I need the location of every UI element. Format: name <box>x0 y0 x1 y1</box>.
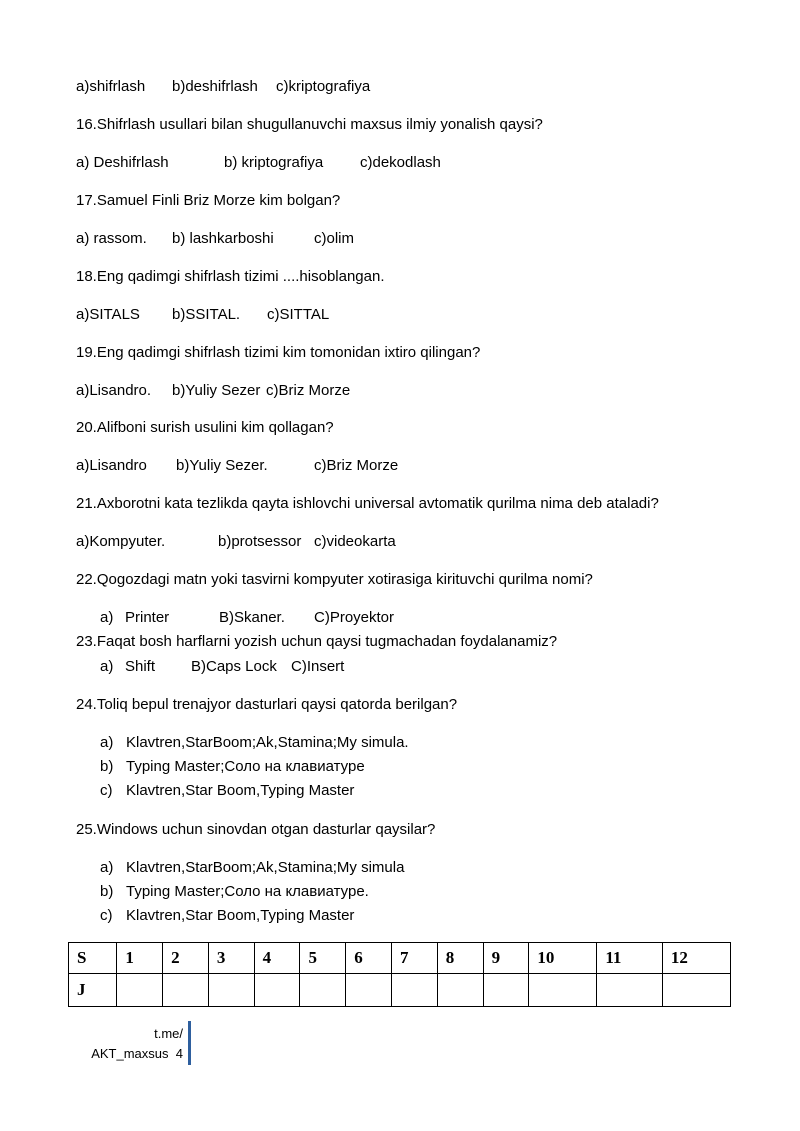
answer-option: a) rassom. <box>76 230 147 247</box>
table-answer-cell[interactable] <box>483 974 529 1007</box>
question-text: 17.Samuel Finli Briz Morze kim bolgan? <box>76 192 341 209</box>
list-item-text: Typing Master;Соло на клавиатуре <box>126 758 365 775</box>
table-answer-cell[interactable] <box>117 974 163 1007</box>
table-answer-cell[interactable] <box>163 974 209 1007</box>
question-text: 21.Axborotni kata tezlikda qayta ishlovchi universal avtomatik qurilma nima deb ataladi? <box>76 495 659 512</box>
answer-option: c)dekodlash <box>360 154 441 171</box>
page-number: 4 <box>175 1046 183 1061</box>
table-question-number: 10 <box>529 943 597 974</box>
table-question-number: 3 <box>208 943 254 974</box>
answer-option: b) lashkarboshi <box>172 230 274 247</box>
list-item <box>100 882 369 902</box>
table-answer-cell[interactable] <box>254 974 300 1007</box>
list-item <box>100 906 354 926</box>
list-marker: c) <box>100 907 113 924</box>
list-item-text: Klavtren,Star Boom,Typing Master <box>126 907 355 924</box>
list-marker: a) <box>100 859 114 876</box>
question-text: 20.Alifboni surish usulini kim qollagan? <box>76 419 334 436</box>
table-row-label: S <box>69 943 117 974</box>
list-marker: b) <box>100 758 114 775</box>
table-row-label: J <box>69 974 117 1007</box>
answer-option: c)SITTAL <box>267 306 330 323</box>
answer-option: a)shifrlash <box>76 78 146 95</box>
table-question-number: 4 <box>254 943 300 974</box>
table-question-number: 5 <box>300 943 346 974</box>
list-item-text: Klavtren,StarBoom;Ak,Stamina;My simula <box>126 859 405 876</box>
table-question-number: 11 <box>597 943 663 974</box>
table-question-number: 7 <box>392 943 438 974</box>
question-text: 25.Windows uchun sinovdan otgan dasturlar qaysilar? <box>76 821 436 838</box>
answer-option: Printer <box>125 609 170 626</box>
answer-option: b)Yuliy Sezer <box>172 382 261 399</box>
answer-option: b)protsessor <box>218 533 302 550</box>
table-answer-cell[interactable] <box>346 974 392 1007</box>
list-marker: b) <box>100 883 114 900</box>
list-marker: a) <box>100 609 114 626</box>
answer-option: B)Skaner. <box>219 609 285 626</box>
footer-channel-line2 <box>60 1044 183 1064</box>
question-text: 16.Shifrlash usullari bilan shugullanuvchi maxsus ilmiy yonalish qaysi? <box>76 116 543 133</box>
footer-channel-name: AKT_maxsus <box>91 1046 169 1061</box>
footer-channel-line1: t.me/ <box>154 1026 183 1041</box>
table-answer-cell[interactable] <box>208 974 254 1007</box>
answer-option: C)Proyektor <box>314 609 395 626</box>
table-answer-cell[interactable] <box>597 974 663 1007</box>
answer-table-answer-row <box>69 974 731 1007</box>
answer-option: b)deshifrlash <box>172 78 258 95</box>
table-answer-cell[interactable] <box>529 974 597 1007</box>
answer-option: a)Lisandro <box>76 457 147 474</box>
answer-table-header-row <box>69 943 731 974</box>
answer-option: b)SSITAL. <box>172 306 241 323</box>
answer-option: a)SITALS <box>76 306 140 323</box>
list-marker: a) <box>100 658 114 675</box>
question-text: 22.Qogozdagi matn yoki tasvirni kompyuter xotirasiga kirituvchi qurilma nomi? <box>76 571 593 588</box>
list-item-text: Typing Master;Соло на клавиатуре. <box>126 883 369 900</box>
list-item-text: Klavtren,StarBoom;Ak,Stamina;My simula. <box>126 734 409 751</box>
answer-table <box>68 942 731 1007</box>
question-text: 23.Faqat bosh harflarni yozish uchun qaysi tugmachadan foydalanamiz? <box>76 633 558 650</box>
list-marker: a) <box>100 734 114 751</box>
table-question-number: 6 <box>346 943 392 974</box>
answer-option: c)kriptografiya <box>276 78 371 95</box>
table-question-number: 2 <box>163 943 209 974</box>
list-item <box>100 781 354 801</box>
answer-option: a) Deshifrlash <box>76 154 169 171</box>
answer-option: c)videokarta <box>314 533 396 550</box>
footer-divider <box>188 1021 191 1065</box>
answer-option: B)Caps Lock <box>191 658 277 675</box>
table-answer-cell[interactable] <box>392 974 438 1007</box>
table-answer-cell[interactable] <box>437 974 483 1007</box>
answer-option: c)Briz Morze <box>266 382 351 399</box>
table-question-number: 1 <box>117 943 163 974</box>
question-text: 24.Toliq bepul trenajyor dasturlari qaysi qatorda berilgan? <box>76 696 458 713</box>
table-question-number: 8 <box>437 943 483 974</box>
table-question-number: 9 <box>483 943 529 974</box>
page-footer <box>60 1024 183 1064</box>
answer-option: b)Yuliy Sezer. <box>176 457 268 474</box>
list-item <box>100 733 409 753</box>
list-item-text: Klavtren,Star Boom,Typing Master <box>126 782 355 799</box>
answer-option: b) kriptografiya <box>224 154 324 171</box>
answer-option: C)Insert <box>291 658 345 675</box>
answer-option: c)Briz Morze <box>314 457 399 474</box>
list-marker: c) <box>100 782 113 799</box>
table-answer-cell[interactable] <box>662 974 730 1007</box>
answer-option: a)Kompyuter. <box>76 533 166 550</box>
list-item <box>100 757 365 777</box>
table-answer-cell[interactable] <box>300 974 346 1007</box>
answer-option: a)Lisandro. <box>76 382 152 399</box>
question-text: 18.Eng qadimgi shifrlash tizimi ....hisoblangan. <box>76 268 385 285</box>
list-item <box>100 858 404 878</box>
question-text: 19.Eng qadimgi shifrlash tizimi kim tomonidan ixtiro qilingan? <box>76 344 481 361</box>
table-question-number: 12 <box>662 943 730 974</box>
answer-option: c)olim <box>314 230 354 247</box>
answer-option: Shift <box>125 658 156 675</box>
